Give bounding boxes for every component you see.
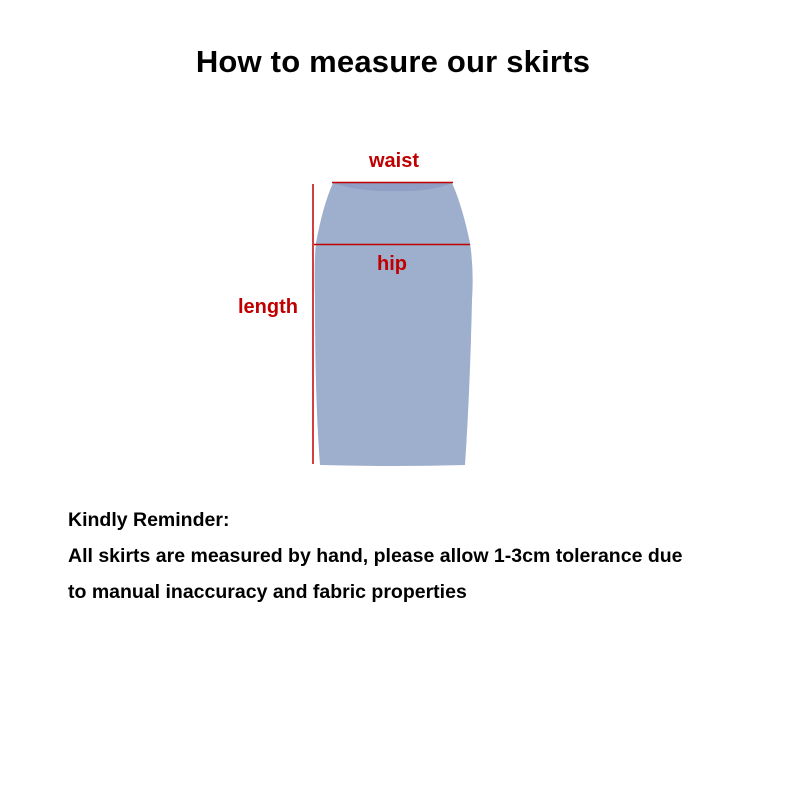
waist-label: waist bbox=[369, 150, 420, 172]
page-title: How to measure our skirts bbox=[195, 44, 591, 79]
length-label: length bbox=[238, 296, 298, 318]
reminder-line-2: to manual inaccuracy and fabric properties bbox=[68, 581, 467, 603]
reminder-block bbox=[68, 502, 768, 610]
hip-label: hip bbox=[377, 253, 407, 275]
reminder-line-1: All skirts are measured by hand, please allow 1-3cm tolerance due bbox=[68, 545, 683, 567]
skirt-icon bbox=[315, 183, 473, 466]
reminder-heading: Kindly Reminder: bbox=[68, 509, 230, 531]
